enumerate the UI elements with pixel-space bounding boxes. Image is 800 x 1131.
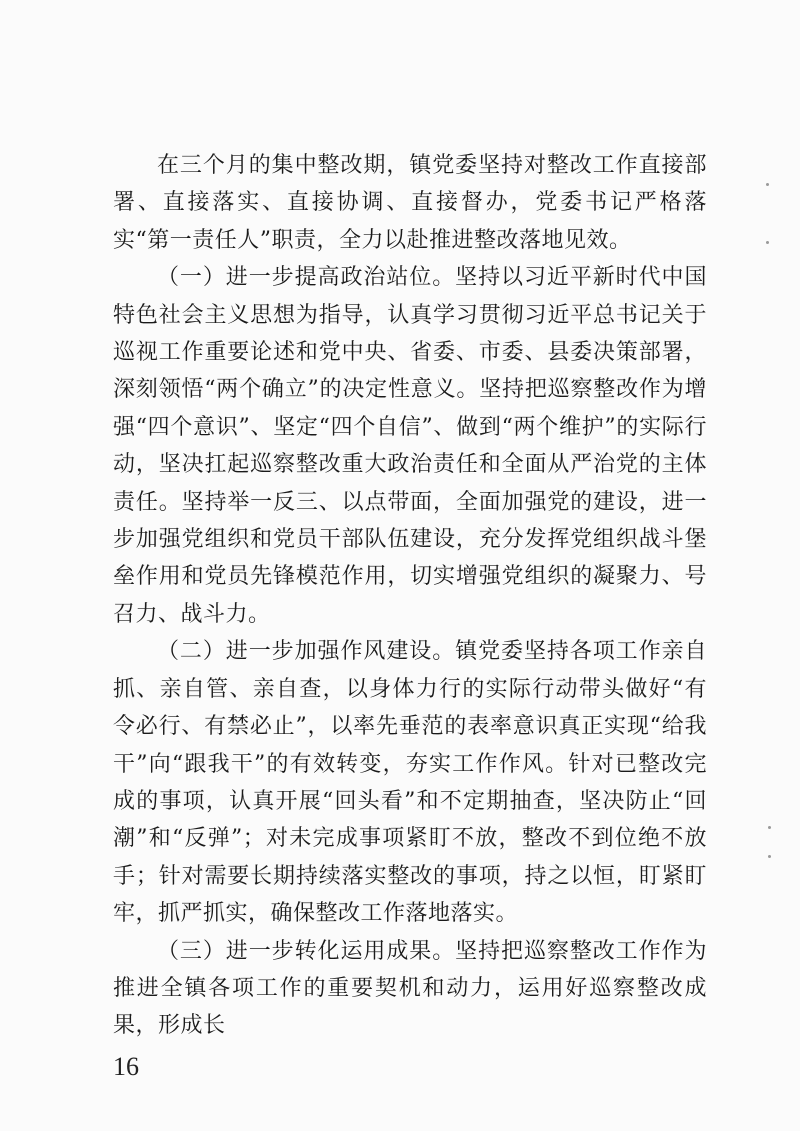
paragraph-section-1: （一）进一步提高政治站位。坚持以习近平新时代中国特色社会主义思想为指导，认真学习贯彻习近平总书记关于巡视工作重要论述和党中央、省委、市委、县委决策部署，深刻领悟“两个确立”的决定性意义。坚持把巡察整改作为增强“四个意识”、坚定“四个自信”、做到“两个维护”的实际行动，坚决扛起巡察整改重大政治责任和全面从严治党的主体责任。坚持举一反三、以点带面，全面加强党的建设，进一步加强党组织和党员干部队伍建设，充分发挥党组织战斗堡垒作用和党员先锋模范作用，切实增强党组织的凝聚力、号召力、战斗力。 [113, 265, 707, 627]
scan-speck [766, 183, 769, 186]
body-text [113, 147, 707, 1045]
paragraph-section-2: （二）进一步加强作风建设。镇党委坚持各项工作亲自抓、亲自管、亲自查，以身体力行的实际行动带头做好“有令必行、有禁必止”，以率先垂范的表率意识真正实现“给我干”向“跟我干”的有效转变，夯实工作作风。针对已整改完成的事项，认真开展“回头看”和不定期抽查，坚决防止“回潮”和“反弹”；对未完成事项紧盯不放，整改不到位绝不放手；针对需要长期持续落实整改的事项，持之以恒，盯紧盯牢，抓严抓实，确保整改工作落地落实。 [113, 639, 707, 927]
paragraph-intro: 在三个月的集中整改期，镇党委坚持对整改工作直接部署、直接落实、直接协调、直接督办，党委书记严格落实“第一责任人”职责，全力以赴推进整改落地见效。 [113, 153, 707, 253]
paragraph-section-3: （三）进一步转化运用成果。坚持把巡察整改工作作为推进全镇各项工作的重要契机和动力，运用好巡察整改成果，形成长 [113, 938, 707, 1039]
scan-speck [768, 826, 771, 829]
page-number: 16 [113, 1052, 139, 1081]
scan-speck [766, 241, 769, 244]
scan-speck [768, 855, 771, 858]
